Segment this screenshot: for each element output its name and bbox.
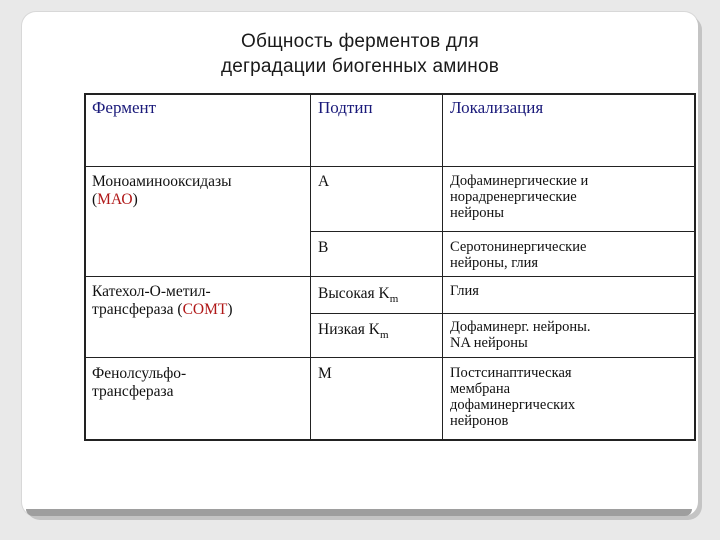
enzyme-name-line: Катехол-О-метил- — [92, 283, 211, 300]
slide-title-line2: деградации биогенных аминов — [220, 56, 500, 77]
enzyme-name — [92, 173, 232, 209]
table-border-top — [84, 93, 696, 95]
enzyme-name — [92, 283, 233, 319]
localization-text: Дофаминергические и норадренергические нейроны — [450, 173, 589, 221]
localization-text: Глия — [450, 283, 479, 299]
table-border-left — [84, 93, 86, 441]
header-localization: Локализация — [450, 98, 544, 117]
header-enzyme: Фермент — [92, 98, 157, 117]
enzyme-name — [92, 365, 186, 401]
header-subtype: Подтип — [318, 98, 373, 117]
table-border-bottom — [84, 439, 696, 441]
slide-bottom-bar — [26, 509, 692, 516]
row-divider — [84, 276, 696, 277]
column-divider-2 — [442, 93, 443, 441]
subtype-name: Высокая $K_m$ — [318, 285, 399, 306]
enzyme-name-line: трансфераза (COMT) — [92, 301, 233, 318]
enzyme-table — [84, 93, 696, 441]
row-divider — [84, 166, 696, 167]
enzyme-name-line: трансфераза — [92, 383, 174, 400]
table-border-right — [694, 93, 696, 441]
enzyme-name-line: Фенолсульфо- — [92, 365, 187, 382]
localization-text: Серотонинергические нейроны, глия — [450, 239, 587, 271]
row-divider — [310, 313, 696, 314]
enzyme-abbreviation: COMT — [182, 301, 228, 318]
column-divider-1 — [310, 93, 311, 441]
subtype-name: В — [318, 239, 329, 256]
slide-title-line1: Общность ферментов для — [241, 31, 479, 52]
localization-text: Постсинаптическая мембрана дофаминергических нейронов — [450, 365, 576, 429]
enzyme-name-line: (МАО) — [92, 191, 138, 208]
subtype-name: А — [318, 173, 330, 190]
enzyme-abbreviation: МАО — [97, 191, 133, 208]
subtype-name: М — [318, 365, 332, 382]
localization-text: Дофаминерг. нейроны. NA нейроны — [450, 319, 591, 351]
row-divider — [84, 357, 696, 358]
enzyme-name-line: Моноаминооксидазы — [92, 173, 232, 190]
subtype-name: Низкая $K_m$ — [318, 321, 389, 342]
row-divider — [310, 231, 696, 232]
